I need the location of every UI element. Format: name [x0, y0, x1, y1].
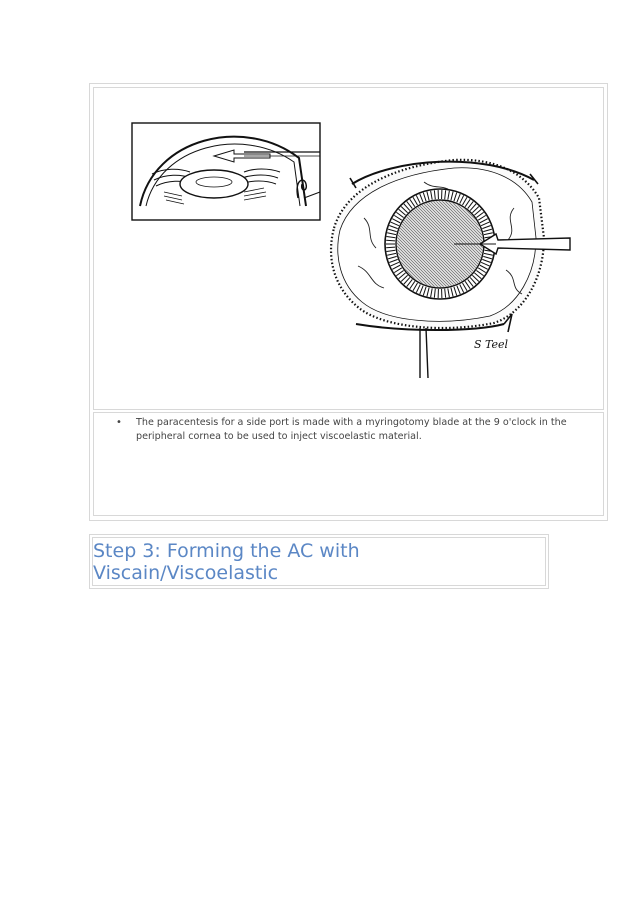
artist-signature: S Teel	[474, 338, 509, 351]
step-heading-box	[89, 534, 549, 589]
description-cell	[93, 412, 604, 516]
bullet-marker: •	[116, 417, 122, 428]
content-table	[89, 83, 608, 521]
figure-cell	[93, 87, 604, 410]
eye-front-view	[331, 104, 570, 384]
inset-cross-section	[132, 123, 320, 220]
step-heading: Step 3: Forming the AC with Viscain/Viscoelastic	[93, 540, 360, 584]
step-description-item: The paracentesis for a side port is made with a myringotomy blade at the 9 o'clock in the peripheral cornea to be used to inject viscoelastic material.	[136, 417, 567, 442]
eye-surgery-illustration	[94, 88, 605, 411]
